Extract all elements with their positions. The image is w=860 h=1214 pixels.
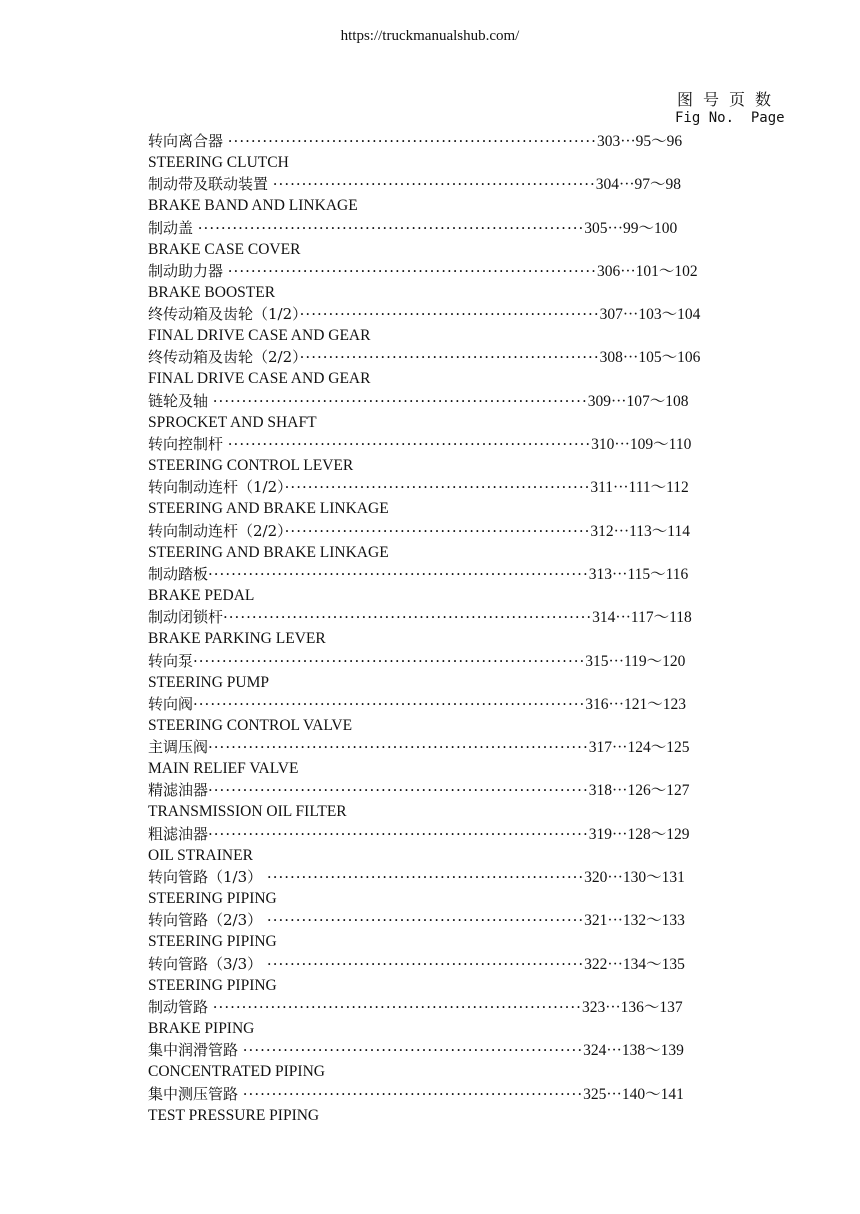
toc-entry (148, 823, 860, 866)
dot-leader: ······················································· (266, 911, 585, 930)
toc-entry-zh-line (148, 779, 860, 801)
dot-leader: ····················································· (284, 478, 591, 497)
column-header-en: Fig No. Page (675, 110, 785, 126)
toc-title-zh: 转向管路（1/3） (148, 868, 267, 887)
fig-page-ref: 325···140～141 (583, 1085, 684, 1103)
toc-title-zh: 粗滤油器 (148, 824, 209, 843)
toc-title-zh: 终传动箱及齿轮（2/2） (148, 348, 300, 367)
dot-leader: ···································································· (193, 694, 586, 713)
toc-title-zh: 转向制动连杆（2/2） (148, 521, 285, 540)
toc-entry (148, 390, 860, 433)
toc-entry (148, 996, 860, 1039)
fig-page-ref: 316···121～123 (585, 695, 686, 713)
toc-entry-zh-line (148, 650, 860, 672)
toc-title-zh: 转向泵 (148, 651, 194, 670)
toc-entry-zh-line (148, 563, 860, 585)
toc-entry (148, 606, 860, 649)
toc-entry (148, 1039, 860, 1082)
fig-page-ref: 303···95～96 (596, 133, 683, 150)
dot-leader: ································································ (212, 997, 582, 1016)
toc-title-en: STEERING CONTROL LEVER (148, 457, 354, 475)
toc-title-en: STEERING AND BRAKE LINKAGE (148, 500, 389, 518)
toc-entry-zh-line (148, 433, 860, 455)
toc-entry (148, 130, 860, 173)
toc-entry-zh-line (148, 217, 860, 239)
toc-title-zh: 终传动箱及齿轮（1/2） (148, 305, 300, 324)
dot-leader: ······························································· (227, 435, 592, 454)
fig-page-ref: 314···117～118 (592, 609, 692, 627)
toc-entry (148, 346, 860, 389)
dot-leader: ·································································· (208, 738, 589, 757)
dot-leader: ······················································· (266, 868, 585, 887)
toc-title-en: MAIN RELIEF VALVE (148, 760, 299, 778)
toc-title-zh: 制动助力器 (148, 261, 228, 280)
dot-leader: ···································································· (193, 651, 586, 670)
fig-page-ref: 320···130～131 (584, 869, 685, 887)
fig-page-ref: 311···111～112 (590, 479, 689, 497)
toc-entry-zh-line (148, 1083, 860, 1105)
dot-leader: ································································ (227, 261, 597, 280)
toc-title-en: SPROCKET AND SHAFT (148, 413, 317, 431)
toc-entry-zh-line (148, 390, 860, 412)
toc-title-en: TRANSMISSION OIL FILTER (148, 803, 347, 821)
toc-title-zh: 转向控制杆 (148, 435, 228, 454)
toc-entry-zh-line (148, 260, 860, 282)
toc-title-zh: 精滤油器 (148, 781, 209, 800)
toc-title-zh: 集中测压管路 (148, 1084, 243, 1103)
toc-title-zh: 集中润滑管路 (148, 1041, 243, 1060)
dot-leader: ··································································· (197, 218, 585, 237)
toc-title-en: STEERING CLUTCH (148, 154, 289, 171)
toc-entry (148, 866, 860, 909)
fig-page-ref: 313···115～116 (588, 565, 689, 583)
fig-page-ref: 321···132～133 (584, 912, 685, 930)
toc-title-en: BRAKE PIPING (148, 1019, 255, 1037)
toc-title-zh: 转向管路（2/3） (148, 911, 267, 930)
toc-entry (148, 693, 860, 736)
toc-title-en: STEERING PIPING (148, 976, 277, 994)
fig-page-ref: 308···105～106 (599, 349, 701, 367)
fig-page-ref: 306···101～102 (596, 262, 698, 280)
toc-title-zh: 转向制动连杆（1/2） (148, 478, 285, 497)
toc-entry (148, 953, 860, 996)
toc-entry-zh-line (148, 1039, 860, 1061)
toc-title-en: BRAKE CASE COVER (148, 240, 301, 258)
toc-title-en: OIL STRAINER (148, 846, 253, 864)
toc-entry-zh-line (148, 996, 860, 1018)
toc-title-en: BRAKE PARKING LEVER (148, 630, 326, 648)
toc-title-zh: 制动踏板 (148, 564, 209, 583)
dot-leader: ·································································· (208, 564, 589, 583)
dot-leader: ································································ (223, 608, 593, 627)
toc-entry-zh-line (148, 173, 860, 195)
dot-leader: ··························································· (242, 1084, 584, 1103)
toc-entry-zh-line (148, 130, 860, 152)
toc-entry-zh-line (148, 346, 860, 368)
fig-page-ref: 322···134～135 (584, 955, 685, 973)
toc-title-zh: 转向管路（3/3） (148, 954, 267, 973)
fig-page-ref: 309···107～108 (587, 392, 689, 410)
toc-title-en: STEERING AND BRAKE LINKAGE (148, 543, 389, 561)
fig-page-ref: 315···119～120 (585, 652, 686, 670)
toc-entry (148, 303, 860, 346)
toc-title-en: STEERING CONTROL VALVE (148, 716, 353, 734)
toc-entry (148, 779, 860, 822)
fig-page-ref: 310···109～110 (591, 436, 692, 454)
toc-entry (148, 217, 860, 260)
toc-entry-zh-line (148, 866, 860, 888)
toc-entry (148, 173, 860, 216)
toc-entry (148, 433, 860, 476)
table-of-contents (148, 130, 860, 1126)
fig-page-ref: 319···128～129 (588, 825, 690, 843)
toc-title-en: FINAL DRIVE CASE AND GEAR (148, 370, 371, 388)
fig-page-ref: 317···124～125 (588, 739, 690, 757)
toc-title-en: STEERING PIPING (148, 933, 277, 951)
fig-page-ref: 312···113～114 (590, 522, 690, 540)
toc-entry (148, 476, 860, 519)
toc-title-en: STEERING PIPING (148, 890, 277, 908)
fig-page-ref: 318···126～127 (588, 782, 690, 800)
toc-entry (148, 563, 860, 606)
toc-entry-zh-line (148, 520, 860, 542)
toc-entry-zh-line (148, 476, 860, 498)
toc-title-en: BRAKE BOOSTER (148, 283, 276, 301)
fig-page-ref: 323···136～137 (581, 998, 683, 1016)
fig-page-ref: 304···97～98 (595, 176, 682, 194)
dot-leader: ································································ (227, 132, 597, 150)
dot-leader: ·································································· (208, 824, 589, 843)
toc-entry-zh-line (148, 303, 860, 325)
dot-leader: ························································ (272, 175, 596, 194)
toc-entry (148, 650, 860, 693)
toc-entry (148, 260, 860, 303)
toc-title-en: STEERING PUMP (148, 673, 270, 691)
toc-entry-zh-line (148, 606, 860, 628)
toc-title-en: BRAKE BAND AND LINKAGE (148, 197, 358, 215)
dot-leader: ······················································· (266, 954, 585, 973)
toc-title-zh: 制动闭锁杆 (148, 608, 224, 627)
fig-page-ref: 305···99～100 (584, 219, 678, 237)
toc-entry-zh-line (148, 953, 860, 975)
toc-entry (148, 909, 860, 952)
toc-entry (148, 736, 860, 779)
toc-title-zh: 制动带及联动装置 (148, 175, 273, 194)
toc-entry-zh-line (148, 909, 860, 931)
toc-title-zh: 转向离合器 (148, 132, 228, 150)
source-url: https://truckmanualshub.com/ (340, 28, 520, 44)
toc-title-en: TEST PRESSURE PIPING (148, 1106, 320, 1124)
toc-entry-zh-line (148, 736, 860, 758)
toc-title-zh: 制动盖 (148, 218, 198, 237)
dot-leader: ···················································· (299, 348, 600, 367)
dot-leader: ·································································· (208, 781, 589, 800)
toc-title-en: CONCENTRATED PIPING (148, 1063, 325, 1081)
fig-page-ref: 324···138～139 (583, 1042, 684, 1060)
toc-entry-zh-line (148, 693, 860, 715)
dot-leader: ····················································· (284, 521, 591, 540)
column-header-zh: 图号页数 (677, 90, 782, 109)
toc-title-en: FINAL DRIVE CASE AND GEAR (148, 327, 371, 345)
toc-title-zh: 制动管路 (148, 997, 213, 1016)
fig-page-ref: 307···103～104 (599, 306, 701, 324)
dot-leader: ································································· (212, 391, 588, 410)
toc-title-zh: 链轮及轴 (148, 391, 213, 410)
dot-leader: ···················································· (299, 305, 600, 324)
toc-title-en: BRAKE PEDAL (148, 586, 255, 604)
toc-title-zh: 主调压阀 (148, 738, 209, 757)
toc-entry-zh-line (148, 823, 860, 845)
toc-title-zh: 转向阀 (148, 694, 194, 713)
toc-entry (148, 520, 860, 563)
dot-leader: ··························································· (242, 1041, 584, 1060)
toc-entry (148, 1083, 860, 1126)
